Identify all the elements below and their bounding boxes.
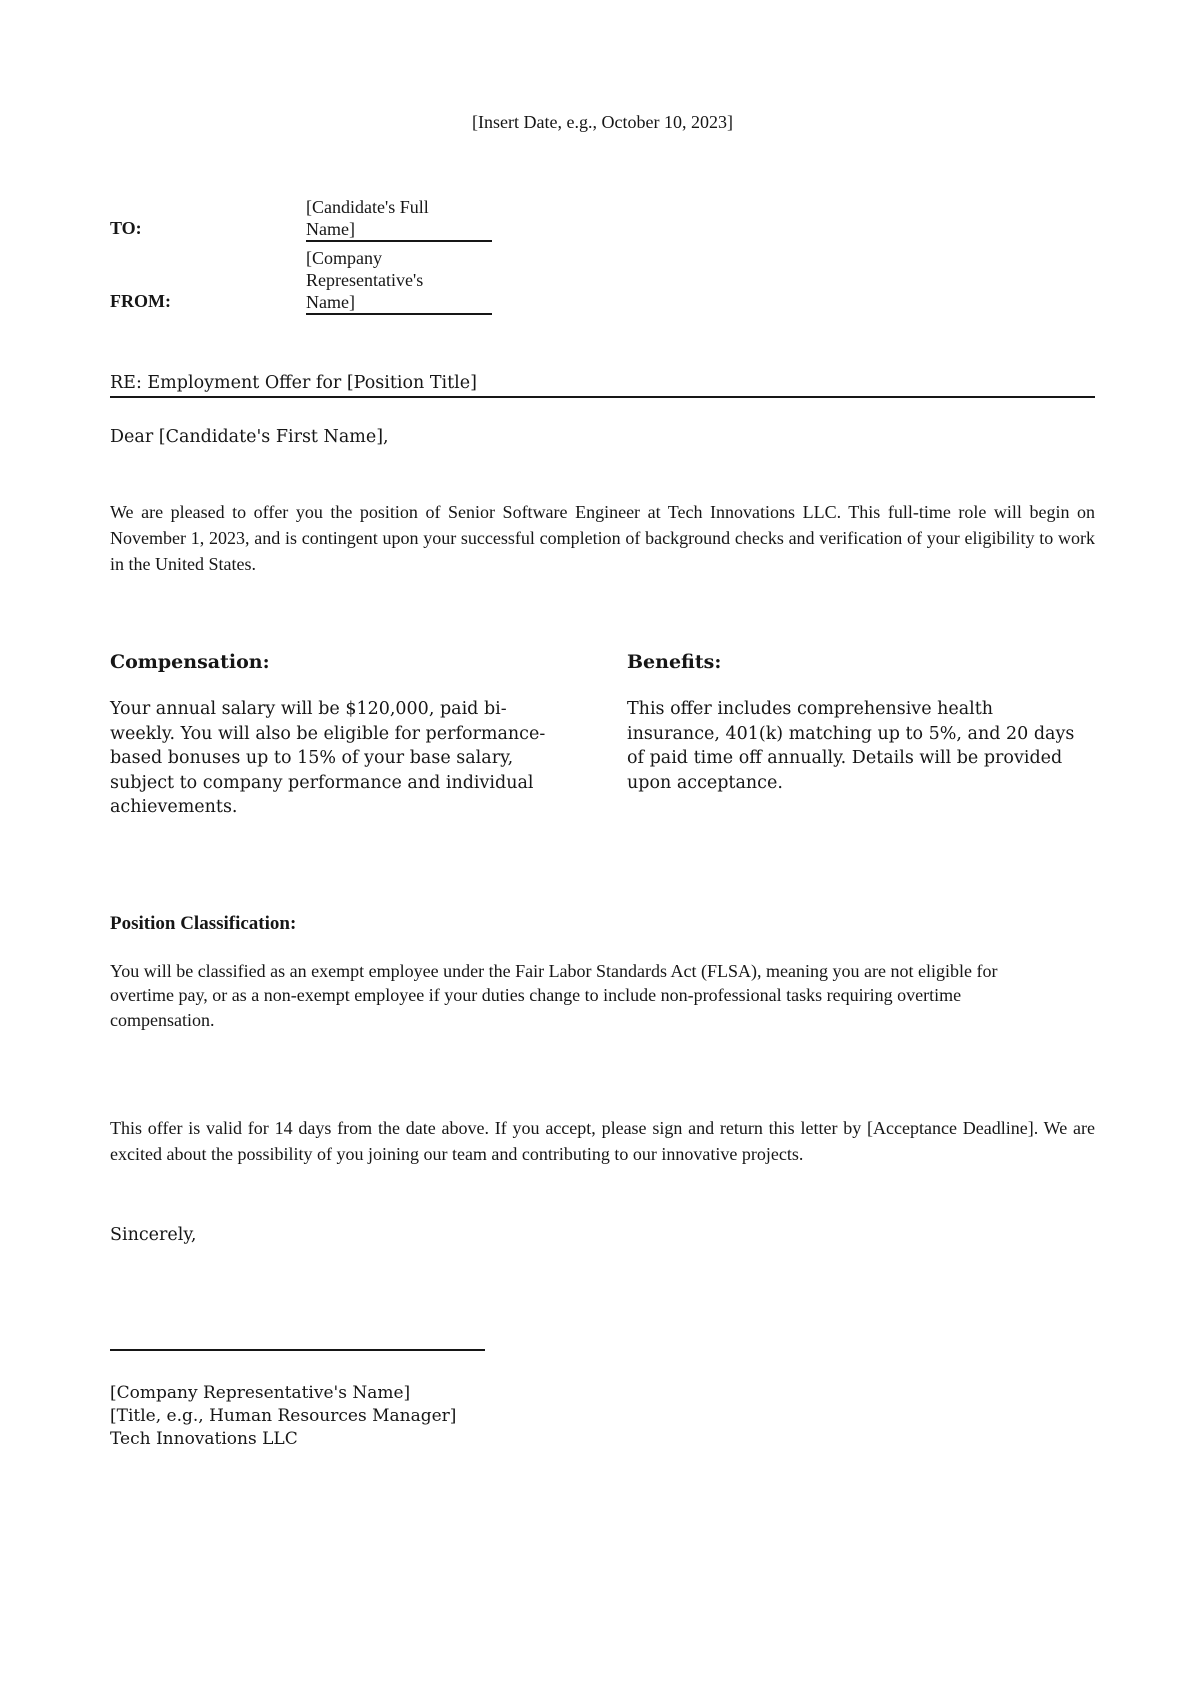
from-label: FROM:	[110, 291, 171, 311]
date-line: [Insert Date, e.g., October 10, 2023]	[472, 112, 733, 132]
signature-line	[110, 1349, 485, 1351]
signatory-title: [Title, e.g., Human Resources Manager]	[110, 1406, 457, 1426]
address-block	[110, 196, 1095, 315]
to-field	[306, 196, 492, 242]
intro-paragraph: We are pleased to offer you the position of Senior Software Engineer at Tech Innovations LLC. This full-time role will begin on November 1, 2023, and is contingent upon your successful completion of background checks and verification of your eligibility to work in the United States.	[110, 502, 1095, 574]
to-label: TO:	[110, 218, 142, 238]
from-row	[110, 247, 1095, 315]
compensation-body: Your annual salary will be $120,000, paid bi-weekly. You will also be eligible for performance-based bonuses up to 15% of your base salary, subject to company performance and individual achievements.	[110, 699, 546, 817]
benefits-heading: Benefits:	[627, 651, 722, 673]
terms-columns	[110, 650, 1095, 820]
benefits-column	[627, 650, 1082, 820]
from-field	[306, 247, 492, 315]
sign-off: Sincerely,	[110, 1225, 197, 1245]
to-row	[110, 196, 1095, 242]
signatory-company: Tech Innovations LLC	[110, 1429, 298, 1449]
closing-paragraph: This offer is valid for 14 days from the date above. If you accept, please sign and return this letter by [Acceptance Deadline]. We are excited about the possibility of you joining our team and contributing to our innovative projects.	[110, 1118, 1095, 1164]
signature-block	[110, 1382, 1095, 1451]
subject-line: RE: Employment Offer for [Position Title]	[110, 373, 1095, 398]
salutation: Dear [Candidate's First Name],	[110, 427, 389, 447]
classification-heading: Position Classification:	[110, 912, 297, 934]
classification-body: You will be classified as an exempt employee under the Fair Labor Standards Act (FLSA), meaning you are not eligible for overtime pay, or as a non-exempt employee if your duties change to include non-professional tasks requiring overtime compensation.	[110, 960, 998, 1030]
compensation-column	[110, 650, 565, 820]
signatory-name: [Company Representative's Name]	[110, 1383, 411, 1403]
to-field-value: [Candidate's Full Name]	[306, 197, 429, 239]
from-field-value: [Company Representative's Name]	[306, 248, 424, 312]
benefits-body: This offer includes comprehensive health insurance, 401(k) matching up to 5%, and 20 days of paid time off annually. Details will be provided upon acceptance.	[627, 699, 1075, 793]
compensation-heading: Compensation:	[110, 651, 270, 673]
